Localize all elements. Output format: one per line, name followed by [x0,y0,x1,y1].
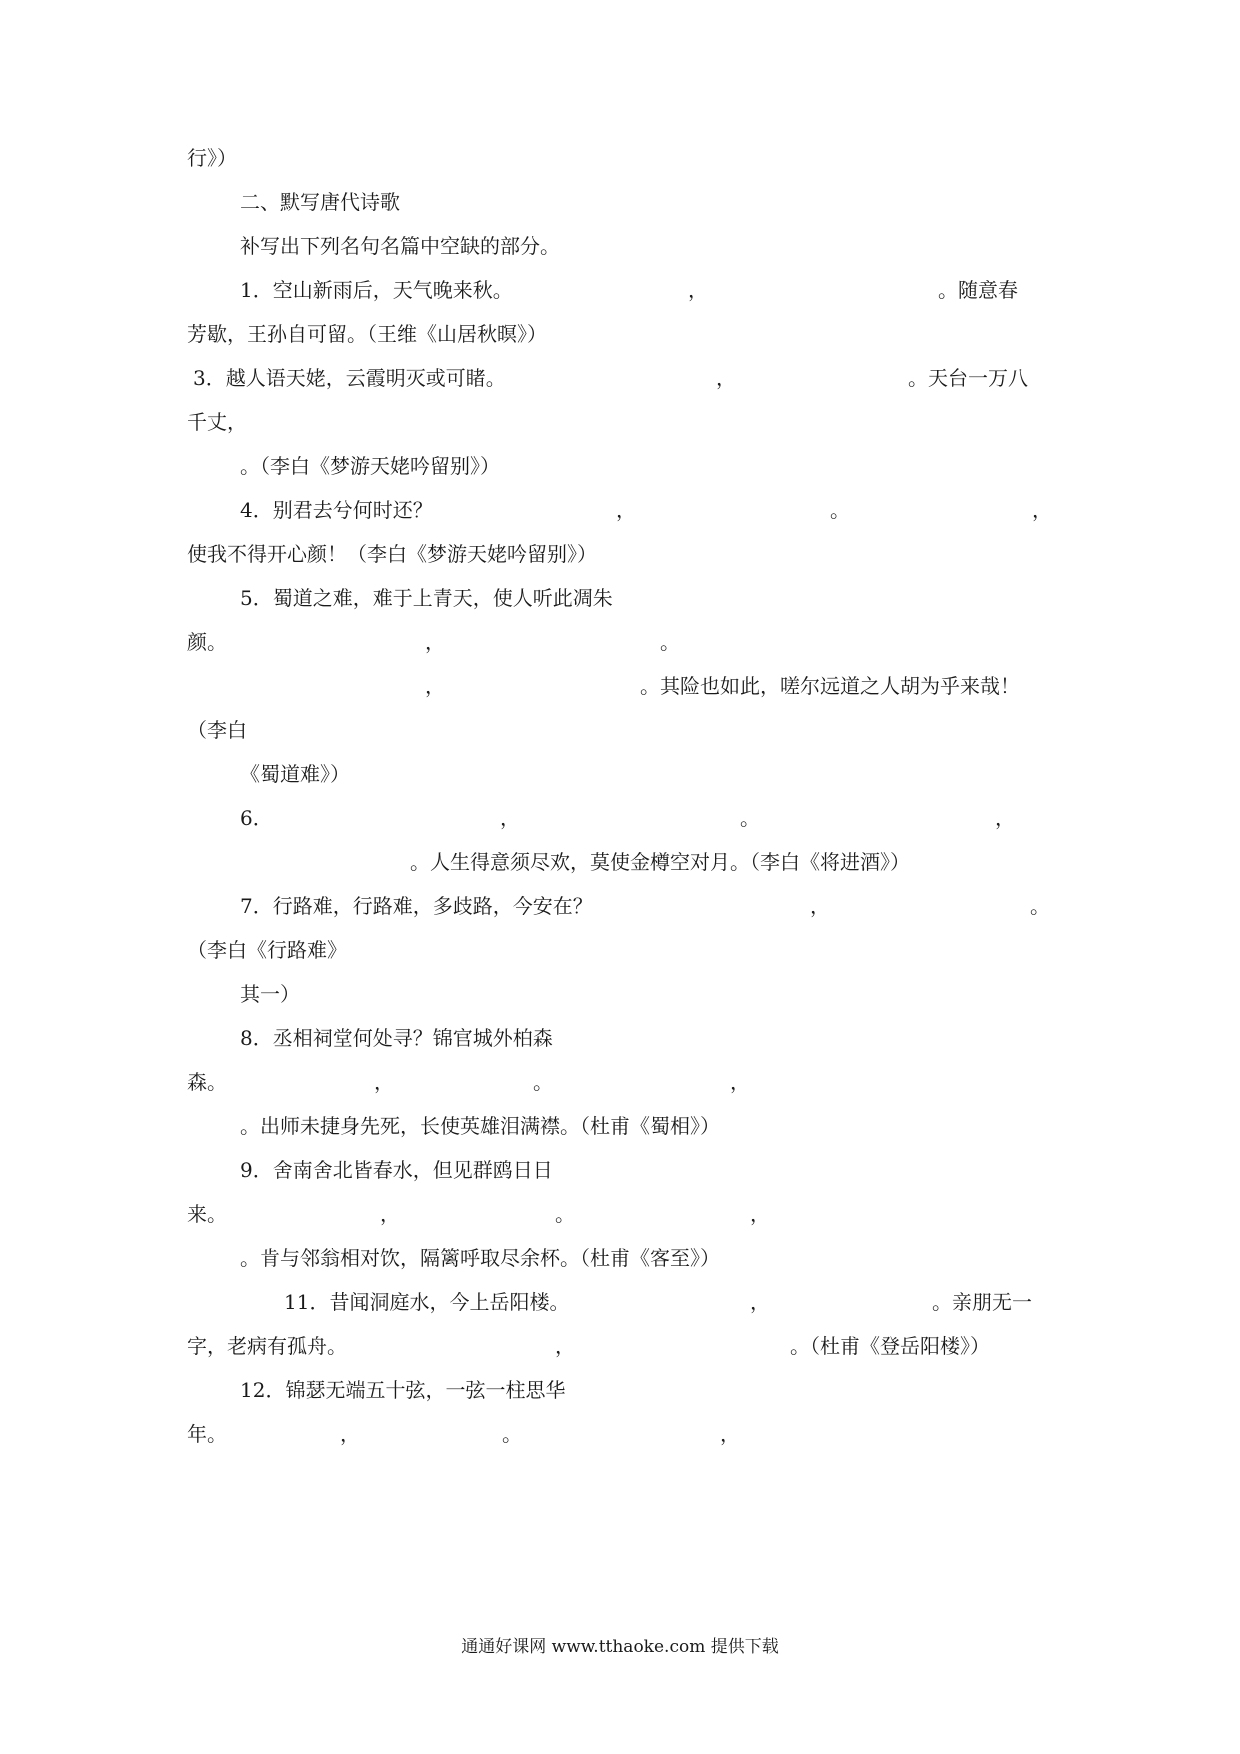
question-11-text-cont2: 字，老病有孤舟。 [187,1334,347,1358]
blank-punct: ， [555,1334,575,1358]
page-footer: 通通好课网 www.tthaoke.com 提供下载 [461,1637,779,1657]
instruction-text: 补写出下列名句名篇中空缺的部分。 [240,234,560,258]
question-4-source: 使我不得开心颜！（李白《梦游天姥吟留别》） [187,542,597,566]
blank-punct: ， [340,1422,360,1446]
question-5-source-cont: 《蜀道难》） [240,762,350,786]
blank-punct: 。 [533,1070,553,1094]
question-12-text: 12．锦瑟无端五十弦，一弦一柱思华 [240,1378,566,1402]
section-heading: 二、默写唐代诗歌 [240,190,400,214]
blank-punct: 。 [1030,894,1050,918]
blank-punct: ， [995,806,1015,830]
question-9-text: 9．舍南舍北皆春水，但见群鸥日日 [240,1158,553,1182]
blank-punct: ， [616,498,636,522]
blank-punct: ， [750,1202,770,1226]
blank-punct: ， [750,1290,770,1314]
question-11-text-cont: 。亲朋无一 [932,1290,1032,1314]
question-5-text: 5．蜀道之难，难于上青天，使人听此凋朱 [240,586,613,610]
blank-punct: ， [380,1202,400,1226]
question-7-source-cont: 其一） [240,982,300,1006]
question-6-text: 。人生得意须尽欢，莫使金樽空对月。（李白《将进酒》） [410,850,910,874]
question-1-text: 1．空山新雨后，天气晚来秋。 [240,278,513,302]
question-1-text-cont: 。随意春 [938,278,1018,302]
question-3-text-cont2: 千丈， [187,410,247,434]
question-7-text: 7．行路难，行路难，多歧路，今安在？ [240,894,593,918]
blank-punct: ， [730,1070,750,1094]
text-line: 行》） [187,146,237,170]
blank-punct: ， [425,630,445,654]
blank-punct: 。 [555,1202,575,1226]
blank-punct: ， [425,674,445,698]
question-7-source: （李白《行路难》 [187,938,347,962]
question-6-number: 6． [240,806,273,830]
blank-punct: ， [720,1422,740,1446]
question-12-text-cont: 年。 [187,1422,227,1446]
question-5-text-cont: 颜。 [187,630,227,654]
question-3-source: 。（李白《梦游天姥吟留别》） [240,454,500,478]
question-5-source: （李白 [187,718,247,742]
blank-punct: ， [500,806,520,830]
question-8-text-cont: 森。 [187,1070,227,1094]
question-9-text-cont: 来。 [187,1202,227,1226]
blank-punct: ， [810,894,830,918]
blank-punct: ， [374,1070,394,1094]
question-8-text: 8．丞相祠堂何处寻？锦官城外柏森 [240,1026,553,1050]
blank-punct: ， [1032,498,1052,522]
blank-punct: 。 [740,806,760,830]
question-4-text: 4．别君去兮何时还？ [240,498,433,522]
blank-punct: ， [688,278,708,302]
blank-punct: ， [716,366,736,390]
question-9-source: 。肯与邻翁相对饮，隔篱呼取尽余杯。（杜甫《客至》） [240,1246,720,1270]
question-11-source: 。（杜甫《登岳阳楼》） [790,1334,990,1358]
blank-punct: 。 [502,1422,522,1446]
question-11-text: 11．昔闻洞庭水，今上岳阳楼。 [284,1290,570,1314]
question-8-source: 。出师未捷身先死，长使英雄泪满襟。（杜甫《蜀相》） [240,1114,720,1138]
question-3-text: 3．越人语天姥，云霞明灭或可睹。 [193,366,506,390]
question-1-source: 芳歇，王孙自可留。（王维《山居秋暝》） [187,322,547,346]
question-5-text-cont2: 。其险也如此，嗟尔远道之人胡为乎来哉！ [640,674,1020,698]
question-3-text-cont: 。天台一万八 [908,366,1028,390]
blank-punct: 。 [660,630,680,654]
blank-punct: 。 [830,498,850,522]
